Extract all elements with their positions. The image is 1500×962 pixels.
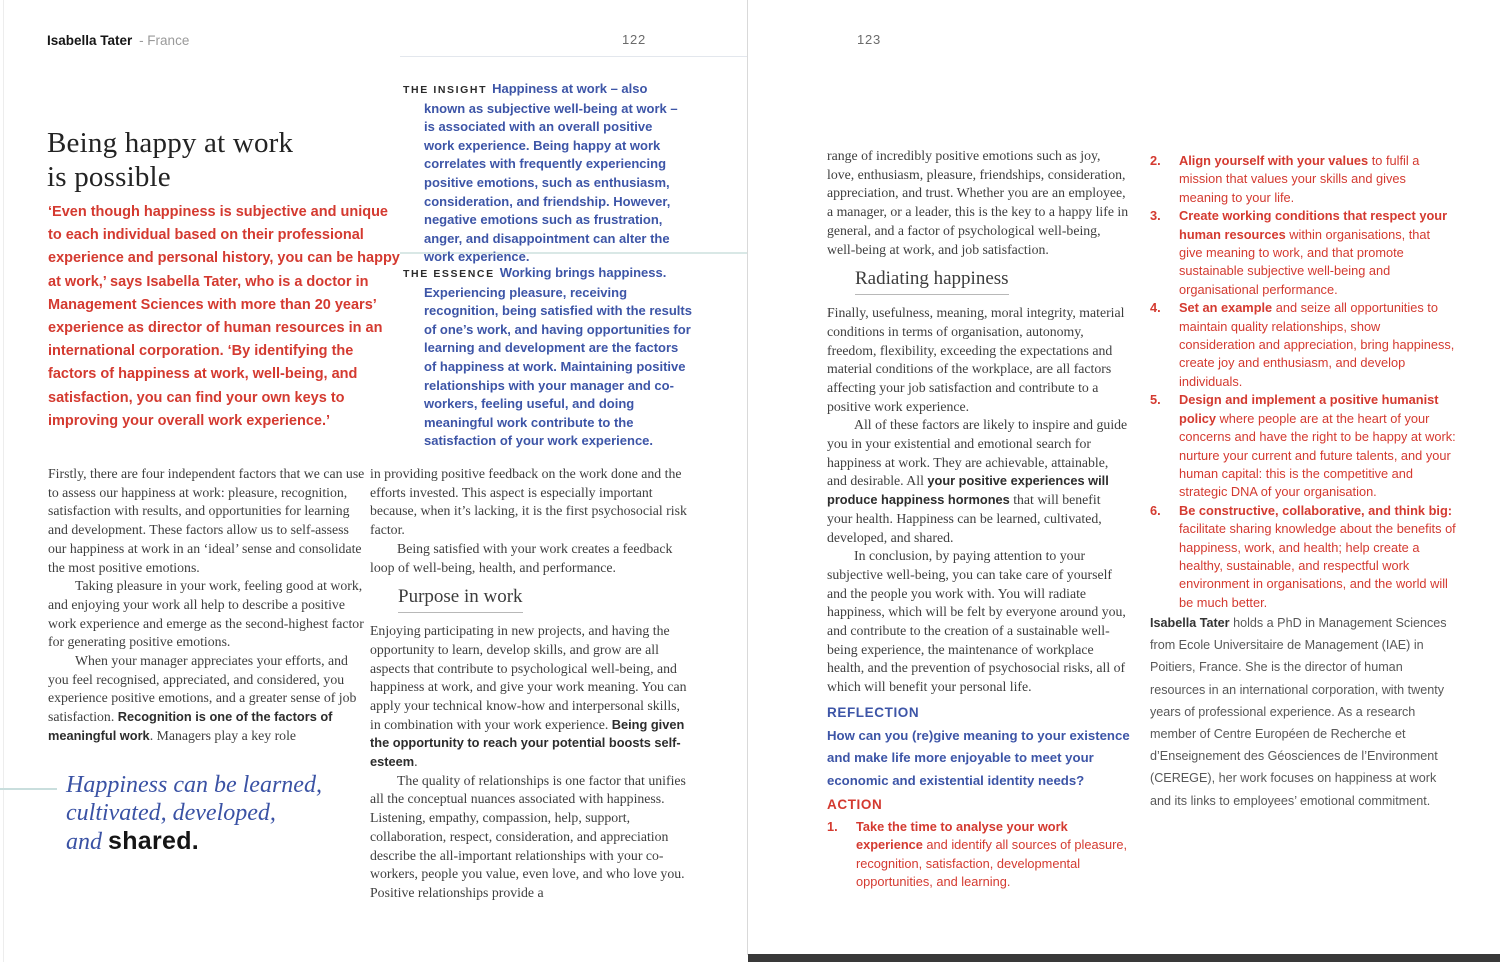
action-item-number: 5. [1150,392,1161,408]
action-item-2 [1150,152,1456,207]
action-item-bold: Take the time to analyse your work experience [856,819,1068,853]
paragraph [48,652,366,746]
reflection-label: REFLECTION [827,705,920,720]
author-bio [1150,612,1456,812]
author-bio-name: Isabella Tater [1150,616,1230,630]
action-item-rest: within organisations, that give meaning to work, and that promote sustainable subjective well-being and organisational performance. [1179,226,1431,297]
paragraph-text: . Managers play a key role [149,727,297,743]
section-heading-wrap [827,259,1129,304]
pull-quote-line3: and [66,829,108,855]
action-item-3 [1150,207,1456,299]
paragraph-text: Enjoying participating in new projects, and having the opportunity to learn, develop skills, and grow are all aspects that contribute to psychological well-being, and happiness at work, and give your work meaning. You can apply your technical know-how and interpersonal skills, in combination with your work experience. [370,623,687,732]
paragraph: Being satisfied with your work creates a feedback loop of well-being, health, and performance. [370,540,673,575]
pull-quote-rule [0,788,57,790]
essence-label: THE ESSENCE [403,268,495,280]
reflection-section [827,705,1135,792]
action-item-bold: Design and implement a positive humanist policy [1179,392,1439,426]
middle-column-body [370,465,688,903]
action-item-rest: and identify all sources of pleasure, recognition, satisfaction, developmental opportunities, and learning. [856,837,1128,890]
author-name: Isabella Tater [47,33,133,48]
action-item-number: 4. [1150,300,1161,316]
insight-label: THE INSIGHT [403,84,488,96]
left-edge-line [3,0,4,962]
paragraph-text: All of these factors are likely to inspire and guide you in your existential and emotional search for happiness at work. They are achievable, attainable, and desirable. All [827,417,1128,489]
page-header [47,33,189,48]
author-country: - France [139,33,190,48]
essence-text: Working brings happiness. Experiencing pleasure, receiving recognition, being satisfied with the results of one’s work, and having opportunities for learning and development are the factors of happiness at work. Maintaining positive relationships with your manager and co-workers, feeling useful, and doing meaningful work contribute to the satisfaction of your work experience. [424,265,692,449]
paragraph: Finally, usefulness, meaning, moral integrity, material conditions in terms of organisation, autonomy, freedom, flexibility, exceeding the expectations and material conditions of the workplace, are all factors affecting your job satisfaction and contribute to a positive work experience. [827,305,1125,414]
article-title-line2: is possible [47,161,171,193]
action-item-1 [827,818,1135,892]
pull-quote-emphasis: shared. [108,827,200,855]
pull-quote [66,771,366,856]
paragraph-text: that will benefit your health. Happiness can be learned, cultivated, developed, and shared. [827,492,1102,545]
page-number-right: 123 [857,32,882,47]
right-column1-body [827,147,1129,697]
bold-phrase: Being given the opportunity to reach your potential boosts self-esteem [370,716,685,770]
article-title [47,126,407,194]
action-item-text [1179,391,1456,501]
lead-quote: ‘Even though happiness is subjective and unique to each individual based on their professional experience and personal history, you can be happy at work,’ says Isabella Tater, who is a doctor in Management Sciences with more than 20 years’ experience as director of human resources in an international corporation. ‘By identifying the factors of happiness at work, well-being, and satisfaction, you can find your own keys to improving your overall work experience.’ [48,204,400,429]
paragraph: range of incredibly positive emotions such as joy, love, enthusiasm, pleasure, friendships, consideration, appreciation, and trust. Whether you are an employee, a manager, or a leader, this is the key to a happy life in general, and a factor of psychological well-being, well-being at work, and job satisfaction. [827,148,1129,257]
action-item-text [1179,207,1456,299]
action-item-rest: and seize all opportunities to maintain quality relationships, show consideration and appreciation, bring happiness, create joy and enthusiasm, and develop individuals. [1179,300,1455,389]
action-label: ACTION [827,797,883,812]
action-item-5 [1150,391,1456,501]
action-item-number: 6. [1150,502,1161,518]
action-item-rest: facilitate sharing knowledge about the benefits of happiness, work, and health; help create a healthy, sustainable, and respectful work environment in organisations, and the world will be much better. [1179,521,1456,610]
paragraph: in providing positive feedback on the work done and the efforts invested. This aspect is especially important because, when it’s lacking, it is the first psychosocial risk factor. [370,466,687,538]
paragraph: Taking pleasure in your work, feeling good at work, and enjoying your work all help to describe a positive work experience and emerge as the second-highest factor for generating positive emotions. [48,578,364,650]
action-item-6 [1150,502,1456,612]
paragraph-text: . [414,754,418,770]
section-heading-wrap [370,577,688,622]
bold-phrase: your positive experiences will produce happiness hormones [827,473,1109,508]
action-item-text [856,818,1135,892]
action-item-bold: Set an example [1179,300,1273,316]
paragraph [370,622,688,772]
action-item-number: 3. [1150,208,1161,224]
essence-note [403,264,693,451]
insight-text: Happiness at work – also known as subjective well-being at work – is associated with an overall positive work experience. Being happy at work correlates with frequently experiencing positive emotions, such as enthusiasm, consideration, and friendship. However, negative emotions such as frustration, anger, and disappointment can alter the work experience. [424,81,678,265]
action-item-rest: where people are at the heart of your concerns and have the right to be happy at work: nurture your current and future talents, and your human capital: this is the competitive and strategic DNA of your organisation. [1179,410,1456,500]
action-item-text [1179,152,1456,207]
action-items-column [1150,152,1456,612]
pull-quote-line2: cultivated, developed, [66,800,276,826]
section-heading-purpose-in-work: Purpose in work [398,587,523,613]
paragraph: The quality of relationships is one factor that unifies all the conceptual nuances associated with happiness. Listening, empathy, compassion, help, support, collaboration, respect, consideration, and appreciation describe the all-important relationships with your co-workers, people you value, even love, and who love you. Positive relationships provide a [370,772,686,900]
paragraph-text: When your manager appreciates your efforts, and you feel recognised, appreciated, and considered, you experience positive emotions, and a greater sense of job satisfaction. [48,653,357,725]
article-title-line1: Being happy at work [47,127,294,159]
bottom-edge-bar [748,954,1500,962]
author-bio-text: holds a PhD in Management Sciences from Ecole Universitaire de Management (IAE) in Poitiers, France. She is the director of human resources in an international corporation, with twenty years of professional experience. As a research member of Centre Européen de Recherche et d’Enseignement des Géosciences de l’Environment (CEREGE), her work focuses on happiness at work and its links to employees’ emotional commitment. [1150,616,1447,808]
page-number-left: 122 [622,32,647,47]
paragraph: Firstly, there are four independent factors that we can use to assess our happiness at work: pleasure, recognition, satisfaction with results, and opportunities for learning and development. These factors allow us to self-assess our happiness at work in an ‘ideal’ sense and consolidate the most positive emotions. [48,466,365,575]
left-column-body [48,465,366,746]
action-item-4 [1150,299,1456,391]
bold-phrase: Recognition is one of the factors of meaningful work [48,709,333,743]
action-item-bold: Be constructive, collaborative, and think big: [1179,502,1453,518]
action-item-bold: Align yourself with your values [1179,153,1369,168]
insight-note [403,80,685,267]
insight-top-rule [400,56,747,57]
action-item-text [1179,299,1456,391]
paragraph [827,416,1129,547]
action-item-text [1179,502,1456,612]
action-item-rest: to fulfil a mission that values your skills and gives meaning to your life. [1179,153,1420,205]
section-heading-radiating-happiness: Radiating happiness [855,269,1009,295]
action-section [827,797,1135,892]
paragraph: In conclusion, by paying attention to your subjective well-being, you can take care of yourself and the people you work with. You will radiate happiness, which will be felt by everyone around you, and contribute to the creation of a sustainable well-being experience, the maintenance of workplace health, and the prevention of psychosocial risks, all of which will benefit your personal life. [827,548,1126,695]
reflection-text: How can you (re)give meaning to your existence and make life more enjoyable to meet your economic and existential identity needs? [827,728,1130,788]
pull-quote-line1: Happiness can be learned, [66,772,322,798]
action-item-number: 2. [1150,153,1161,168]
center-page-divider [747,0,748,955]
action-item-number: 1. [827,819,838,834]
action-item-bold: Create working conditions that respect your human resources [1179,208,1448,242]
